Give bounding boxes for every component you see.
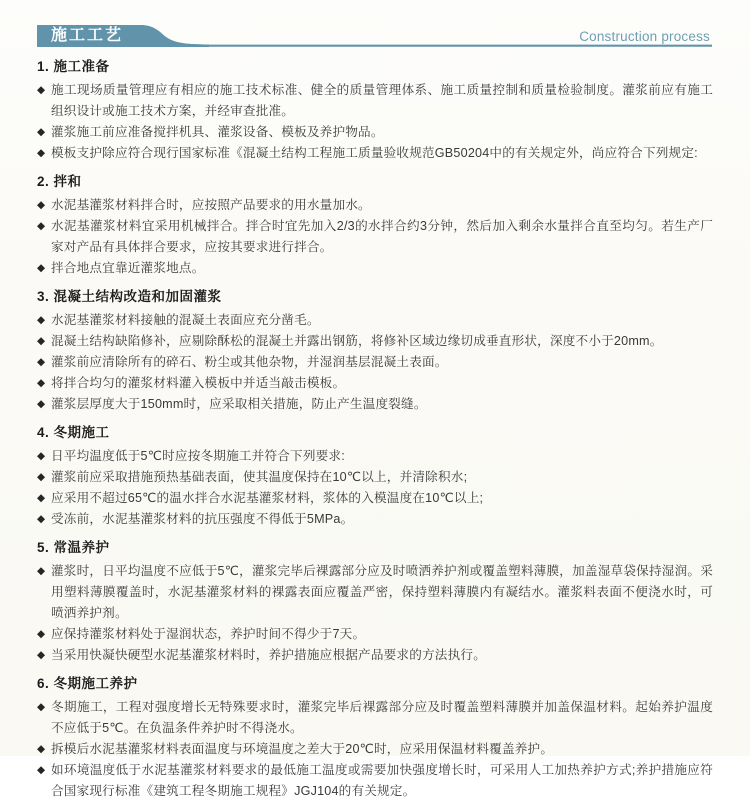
list-item-text: 拌合地点宜靠近灌浆地点。 <box>51 261 205 275</box>
section-items <box>37 195 713 279</box>
list-item <box>37 488 713 509</box>
list-item-text: 应采用不超过65℃的温水拌合水泥基灌浆材料，浆体的入模温度在10℃以上; <box>51 491 484 505</box>
diamond-bullet-icon: ◆ <box>37 356 46 368</box>
list-item <box>37 310 713 331</box>
list-item <box>37 195 713 216</box>
list-item-text: 水泥基灌浆材料宜采用机械拌合。拌合时宜先加入2/3的水拌合约3分钟，然后加入剩余水量拌合直至均匀。若生产厂家对产品有具体拌合要求，应按其要求进行拌合。 <box>51 219 713 254</box>
diamond-bullet-icon: ◆ <box>37 701 46 713</box>
section <box>37 287 713 415</box>
list-item <box>37 373 713 394</box>
list-item <box>37 561 713 624</box>
section-items <box>37 697 713 802</box>
diamond-bullet-icon: ◆ <box>37 126 46 138</box>
list-item-text: 混凝土结构缺陷修补，应剔除酥松的混凝土并露出钢筋，将修补区域边缘切成垂直形状，深度不小于20mm。 <box>51 334 663 348</box>
diamond-bullet-icon: ◆ <box>37 450 46 462</box>
list-item-text: 灌浆施工前应准备搅拌机具、灌浆设备、模板及养护物品。 <box>51 125 384 139</box>
list-item <box>37 467 713 488</box>
list-item-text: 如环境温度低于水泥基灌浆材料要求的最低施工温度或需要加快强度增长时，可采用人工加热养护方式;养护措施应符合国家现行标准《建筑工程冬期施工规程》JGJ104的有关规定。 <box>51 763 713 798</box>
header-banner <box>37 25 712 47</box>
section-items <box>37 446 713 530</box>
list-item <box>37 645 713 666</box>
page-subtitle: Construction process <box>579 29 710 44</box>
list-item <box>37 80 713 122</box>
diamond-bullet-icon: ◆ <box>37 492 46 504</box>
list-item-text: 模板支护除应符合现行国家标准《混凝土结构工程施工质量验收规范GB50204中的有关规定外，尚应符合下列规定: <box>51 146 698 160</box>
list-item-text: 拆模后水泥基灌浆材料表面温度与环境温度之差大于20℃时，应采用保温材料覆盖养护。 <box>51 742 554 756</box>
diamond-bullet-icon: ◆ <box>37 147 46 159</box>
list-item <box>37 216 713 258</box>
list-item-text: 灌浆前应采取措施预热基础表面，使其温度保持在10℃以上，并清除积水; <box>51 470 468 484</box>
list-item-text: 水泥基灌浆材料接触的混凝土表面应充分凿毛。 <box>51 313 320 327</box>
section <box>37 538 713 666</box>
diamond-bullet-icon: ◆ <box>37 84 46 96</box>
diamond-bullet-icon: ◆ <box>37 565 46 577</box>
diamond-bullet-icon: ◆ <box>37 513 46 525</box>
list-item-text: 受冻前，水泥基灌浆材料的抗压强度不得低于5MPa。 <box>51 512 354 526</box>
list-item <box>37 143 713 164</box>
section <box>37 423 713 530</box>
list-item <box>37 697 713 739</box>
diamond-bullet-icon: ◆ <box>37 314 46 326</box>
diamond-bullet-icon: ◆ <box>37 199 46 211</box>
diamond-bullet-icon: ◆ <box>37 649 46 661</box>
list-item <box>37 624 713 645</box>
list-item <box>37 739 713 760</box>
list-item <box>37 394 713 415</box>
section-heading: 2. 拌和 <box>37 174 82 189</box>
section <box>37 172 713 279</box>
diamond-bullet-icon: ◆ <box>37 377 46 389</box>
list-item-text: 灌浆层厚度大于150mm时，应采取相关措施，防止产生温度裂缝。 <box>51 397 427 411</box>
list-item-text: 将拌合均匀的灌浆材料灌入模板中并适当敲击模板。 <box>51 376 346 390</box>
list-item <box>37 258 713 279</box>
diamond-bullet-icon: ◆ <box>37 398 46 410</box>
list-item <box>37 446 713 467</box>
diamond-bullet-icon: ◆ <box>37 764 46 776</box>
document-body <box>37 57 713 810</box>
diamond-bullet-icon: ◆ <box>37 743 46 755</box>
diamond-bullet-icon: ◆ <box>37 262 46 274</box>
list-item <box>37 760 713 802</box>
list-item <box>37 352 713 373</box>
list-item-text: 应保持灌浆材料处于湿润状态，养护时间不得少于7天。 <box>51 627 366 641</box>
list-item <box>37 509 713 530</box>
list-item <box>37 331 713 352</box>
section-heading: 6. 冬期施工养护 <box>37 676 138 691</box>
section-items <box>37 561 713 666</box>
section-heading: 1. 施工准备 <box>37 59 110 74</box>
list-item-text: 水泥基灌浆材料拌合时，应按照产品要求的用水量加水。 <box>51 198 371 212</box>
list-item-text: 日平均温度低于5℃时应按冬期施工并符合下列要求: <box>51 449 345 463</box>
section <box>37 57 713 164</box>
diamond-bullet-icon: ◆ <box>37 220 46 232</box>
list-item <box>37 122 713 143</box>
list-item-text: 灌浆时，日平均温度不应低于5℃，灌浆完毕后裸露部分应及时喷洒养护剂或覆盖塑料薄膜，加盖湿草袋保持湿润。采用塑料薄膜覆盖时，水泥基灌浆材料的裸露表面应覆盖严密，保持塑料薄膜内有凝结水。灌浆料表面不便浇水时，可喷洒养护剂。 <box>51 564 713 620</box>
section-items <box>37 310 713 415</box>
section-items <box>37 80 713 164</box>
list-item-text: 灌浆前应清除所有的碎石、粉尘或其他杂物，并湿润基层混凝土表面。 <box>51 355 448 369</box>
diamond-bullet-icon: ◆ <box>37 628 46 640</box>
section-heading: 3. 混凝土结构改造和加固灌浆 <box>37 289 222 304</box>
list-item-text: 冬期施工，工程对强度增长无特殊要求时，灌浆完毕后裸露部分应及时覆盖塑料薄膜并加盖保温材料。起始养护温度不应低于5℃。在负温条件养护时不得浇水。 <box>51 700 713 735</box>
page-title: 施工工艺 <box>51 27 124 44</box>
list-item-text: 当采用快凝快硬型水泥基灌浆材料时，养护措施应根据产品要求的方法执行。 <box>51 648 486 662</box>
section <box>37 674 713 802</box>
section-heading: 5. 常温养护 <box>37 540 110 555</box>
sections-container <box>37 57 713 802</box>
diamond-bullet-icon: ◆ <box>37 335 46 347</box>
list-item-text: 施工现场质量管理应有相应的施工技术标准、健全的质量管理体系、施工质量控制和质量检验制度。灌浆前应有施工组织设计或施工技术方案，并经审查批准。 <box>51 83 713 118</box>
diamond-bullet-icon: ◆ <box>37 471 46 483</box>
section-heading: 4. 冬期施工 <box>37 425 110 440</box>
